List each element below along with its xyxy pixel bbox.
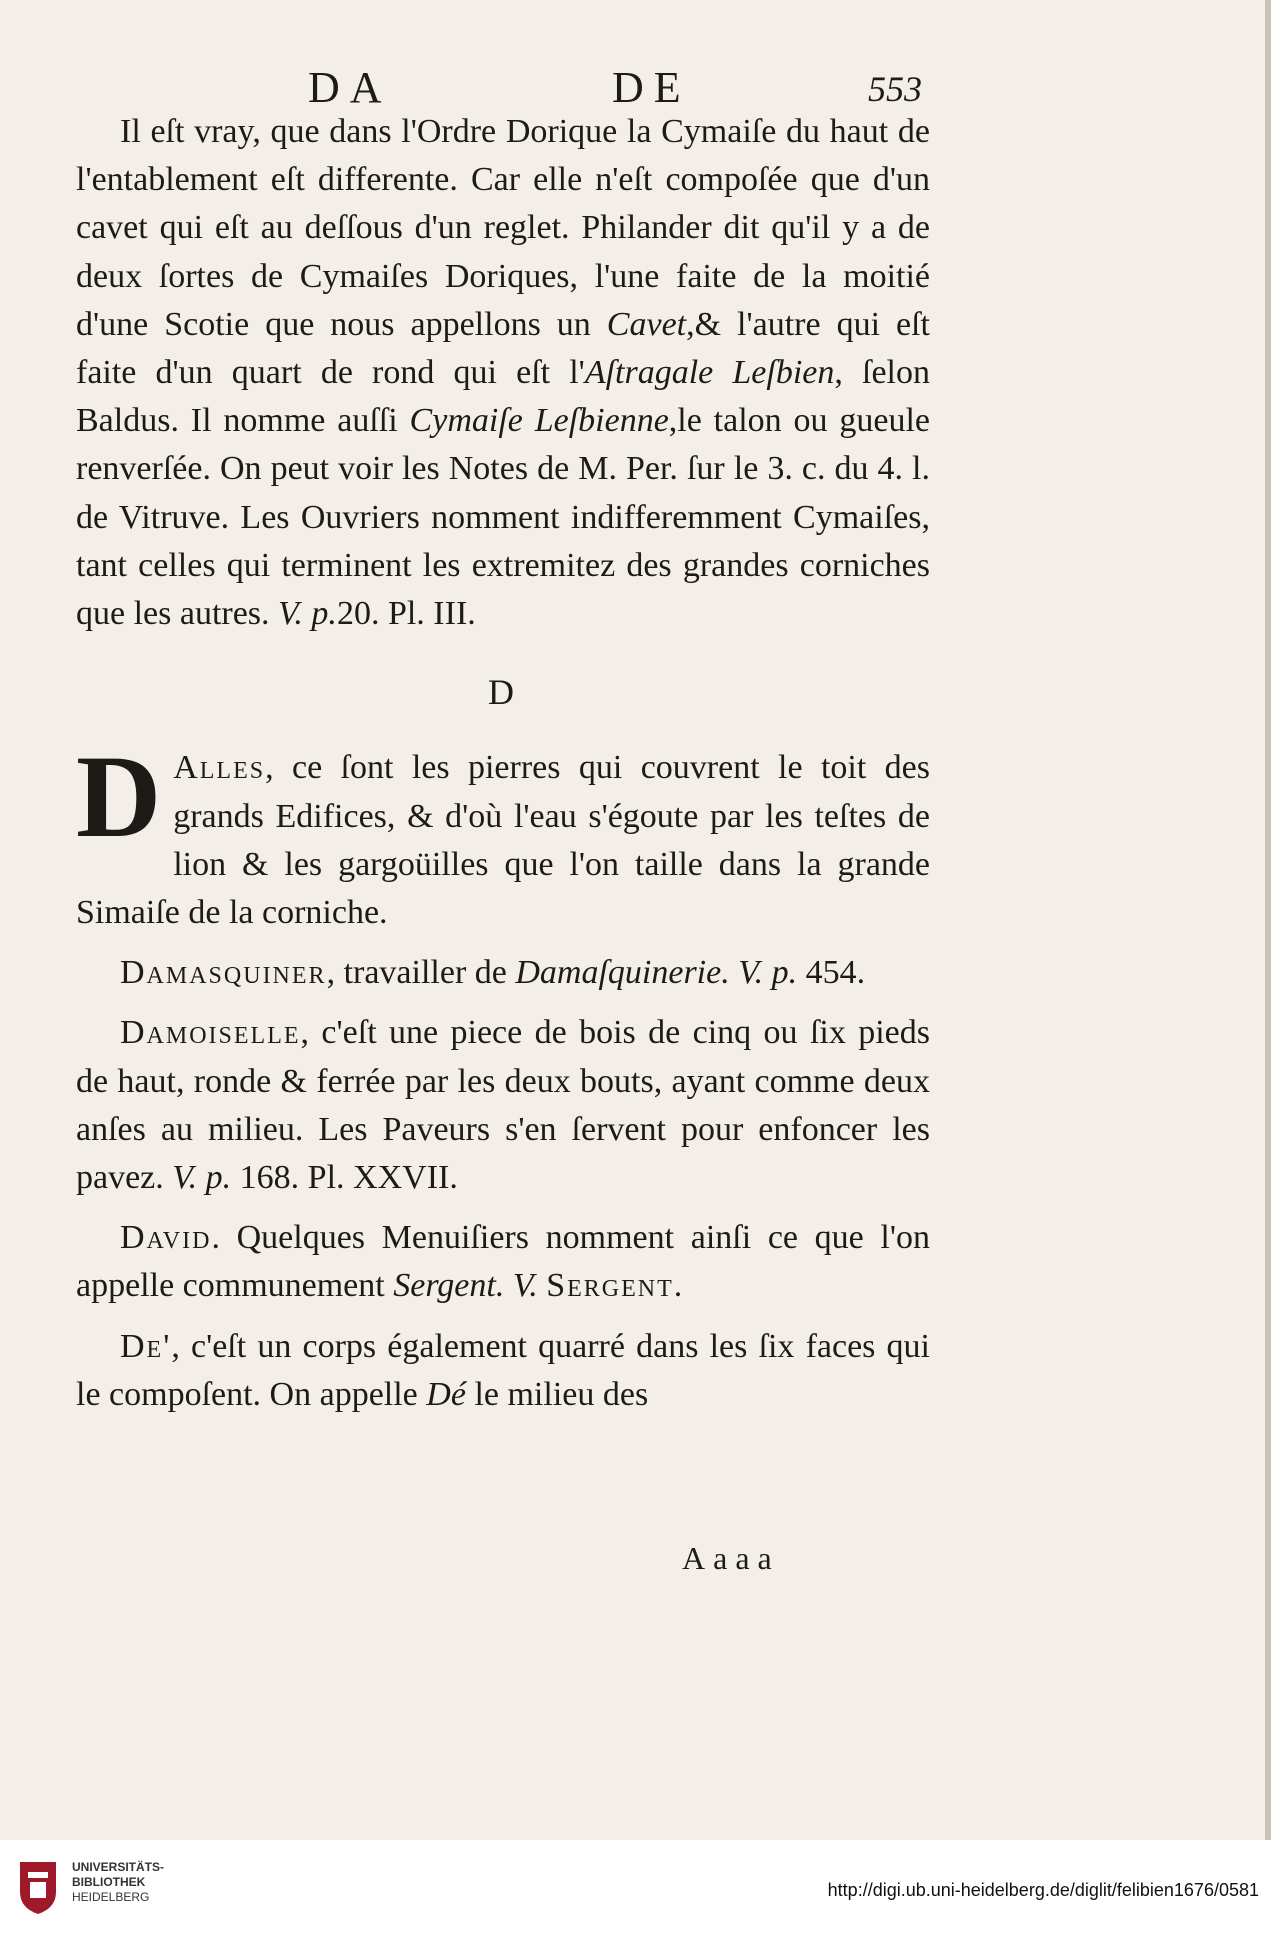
page-number: 553 bbox=[868, 69, 922, 109]
paragraph-de bbox=[76, 1323, 930, 1419]
paragraph-damoiselle bbox=[76, 1009, 930, 1202]
heidelberg-library-seal-icon bbox=[16, 1858, 60, 1916]
header-right: DE bbox=[612, 63, 691, 112]
text-run: Cymaiſe Leſbienne bbox=[409, 402, 669, 440]
library-name-line1: UNIVERSITÄTS- bbox=[72, 1860, 165, 1874]
text-run: Dé bbox=[426, 1375, 466, 1413]
text-run: Cavet bbox=[606, 305, 687, 343]
text-run: 168. Pl. XXVII. bbox=[231, 1159, 458, 1197]
text-run: , ce ſont les pierres qui couvrent le toit des grands Edifices, & d'où l'eau s'égoute par les teſtes de lion & les gargoüilles que l'on taille dans la grande Simaiſe de la corniche. bbox=[76, 749, 930, 932]
section-heading: D bbox=[488, 672, 518, 713]
text-run: Aſtragale Leſbien bbox=[584, 354, 835, 392]
text-run: Damaſquinerie. V. p. bbox=[515, 954, 798, 992]
library-name-line2: BIBLIOTHEK bbox=[72, 1875, 146, 1889]
text-run: . Quelques Menuiſiers nomment ainſi ce que l'on appelle communement bbox=[76, 1219, 930, 1305]
header-left: DA bbox=[308, 63, 392, 112]
text-run: 454. bbox=[797, 954, 866, 992]
text-run: , ſelon Baldus. Il nomme auſſi bbox=[76, 354, 931, 440]
text-run: 20. Pl. III. bbox=[336, 595, 476, 633]
drop-cap: D bbox=[76, 731, 162, 863]
text-run: De' bbox=[120, 1327, 172, 1365]
paragraph-dalles bbox=[76, 731, 930, 937]
text-run: Damasquiner bbox=[120, 954, 327, 992]
library-name-line3: HEIDELBERG bbox=[72, 1890, 150, 1904]
text-run: Sergent. V. bbox=[393, 1267, 538, 1305]
library-name bbox=[72, 1860, 164, 1905]
text-run: le milieu des bbox=[465, 1375, 649, 1413]
text-run: ,& l'autre qui eſt faite d'un quart de rond qui eſt l' bbox=[76, 305, 930, 392]
footer-bar bbox=[0, 1840, 1271, 1936]
text-run: , c'eſt une piece de bois de cinq ou ſix pieds de haut, ronde & ferrée par les deux bouts, ayant comme deux anſes au milieu. Les Paveurs s'en ſervent pour enfoncer les pavez. bbox=[76, 1014, 930, 1197]
text-run: Sergent bbox=[546, 1267, 674, 1305]
text-run: Il eſt vray, que dans l'Ordre Dorique la Cymaiſe du haut de l'entablement eſt differente. Car elle n'eſt compoſée que d'un cavet qui eſt au deſſous d'un reglet. Philander dit qu'il y a de deux ſortes de Cymaiſes Doriques, l'une faite de la moitié d'une Scotie que nous appellons un bbox=[76, 113, 930, 343]
text-run: , c'eſt un corps également quarré dans les ſix faces qui le compoſent. On appelle bbox=[76, 1327, 930, 1413]
paragraph-dalles-text bbox=[76, 731, 930, 932]
permalink-url[interactable]: http://digi.ub.uni-heidelberg.de/diglit/felibien1676/0581 bbox=[827, 1880, 1259, 1900]
text-run: V. p. bbox=[172, 1159, 232, 1197]
text-run: , travailler de bbox=[326, 954, 516, 992]
text-run: . bbox=[673, 1267, 683, 1305]
page-edge bbox=[1265, 0, 1271, 1840]
paragraph-cymaise bbox=[76, 108, 930, 638]
signature-mark: Aaaa bbox=[682, 1540, 780, 1576]
body-text bbox=[76, 108, 930, 1431]
text-run: Alles bbox=[173, 749, 266, 787]
text-run bbox=[538, 1267, 547, 1304]
text-run: David bbox=[120, 1219, 212, 1257]
text-run: V. p. bbox=[278, 595, 337, 633]
text-run: Damoiselle bbox=[120, 1014, 301, 1052]
paragraph-damasquiner bbox=[76, 949, 930, 997]
paragraph-david bbox=[76, 1214, 930, 1310]
text-run: ,le talon ou gueule renverſée. On peut voir les Notes de M. Per. ſur le 3. c. du 4. l. de Vitruve. Les Ouvriers nomment indifferemment Cymaiſes, tant celles qui terminent les extremitez des grandes corniches que les autres. bbox=[76, 402, 930, 633]
